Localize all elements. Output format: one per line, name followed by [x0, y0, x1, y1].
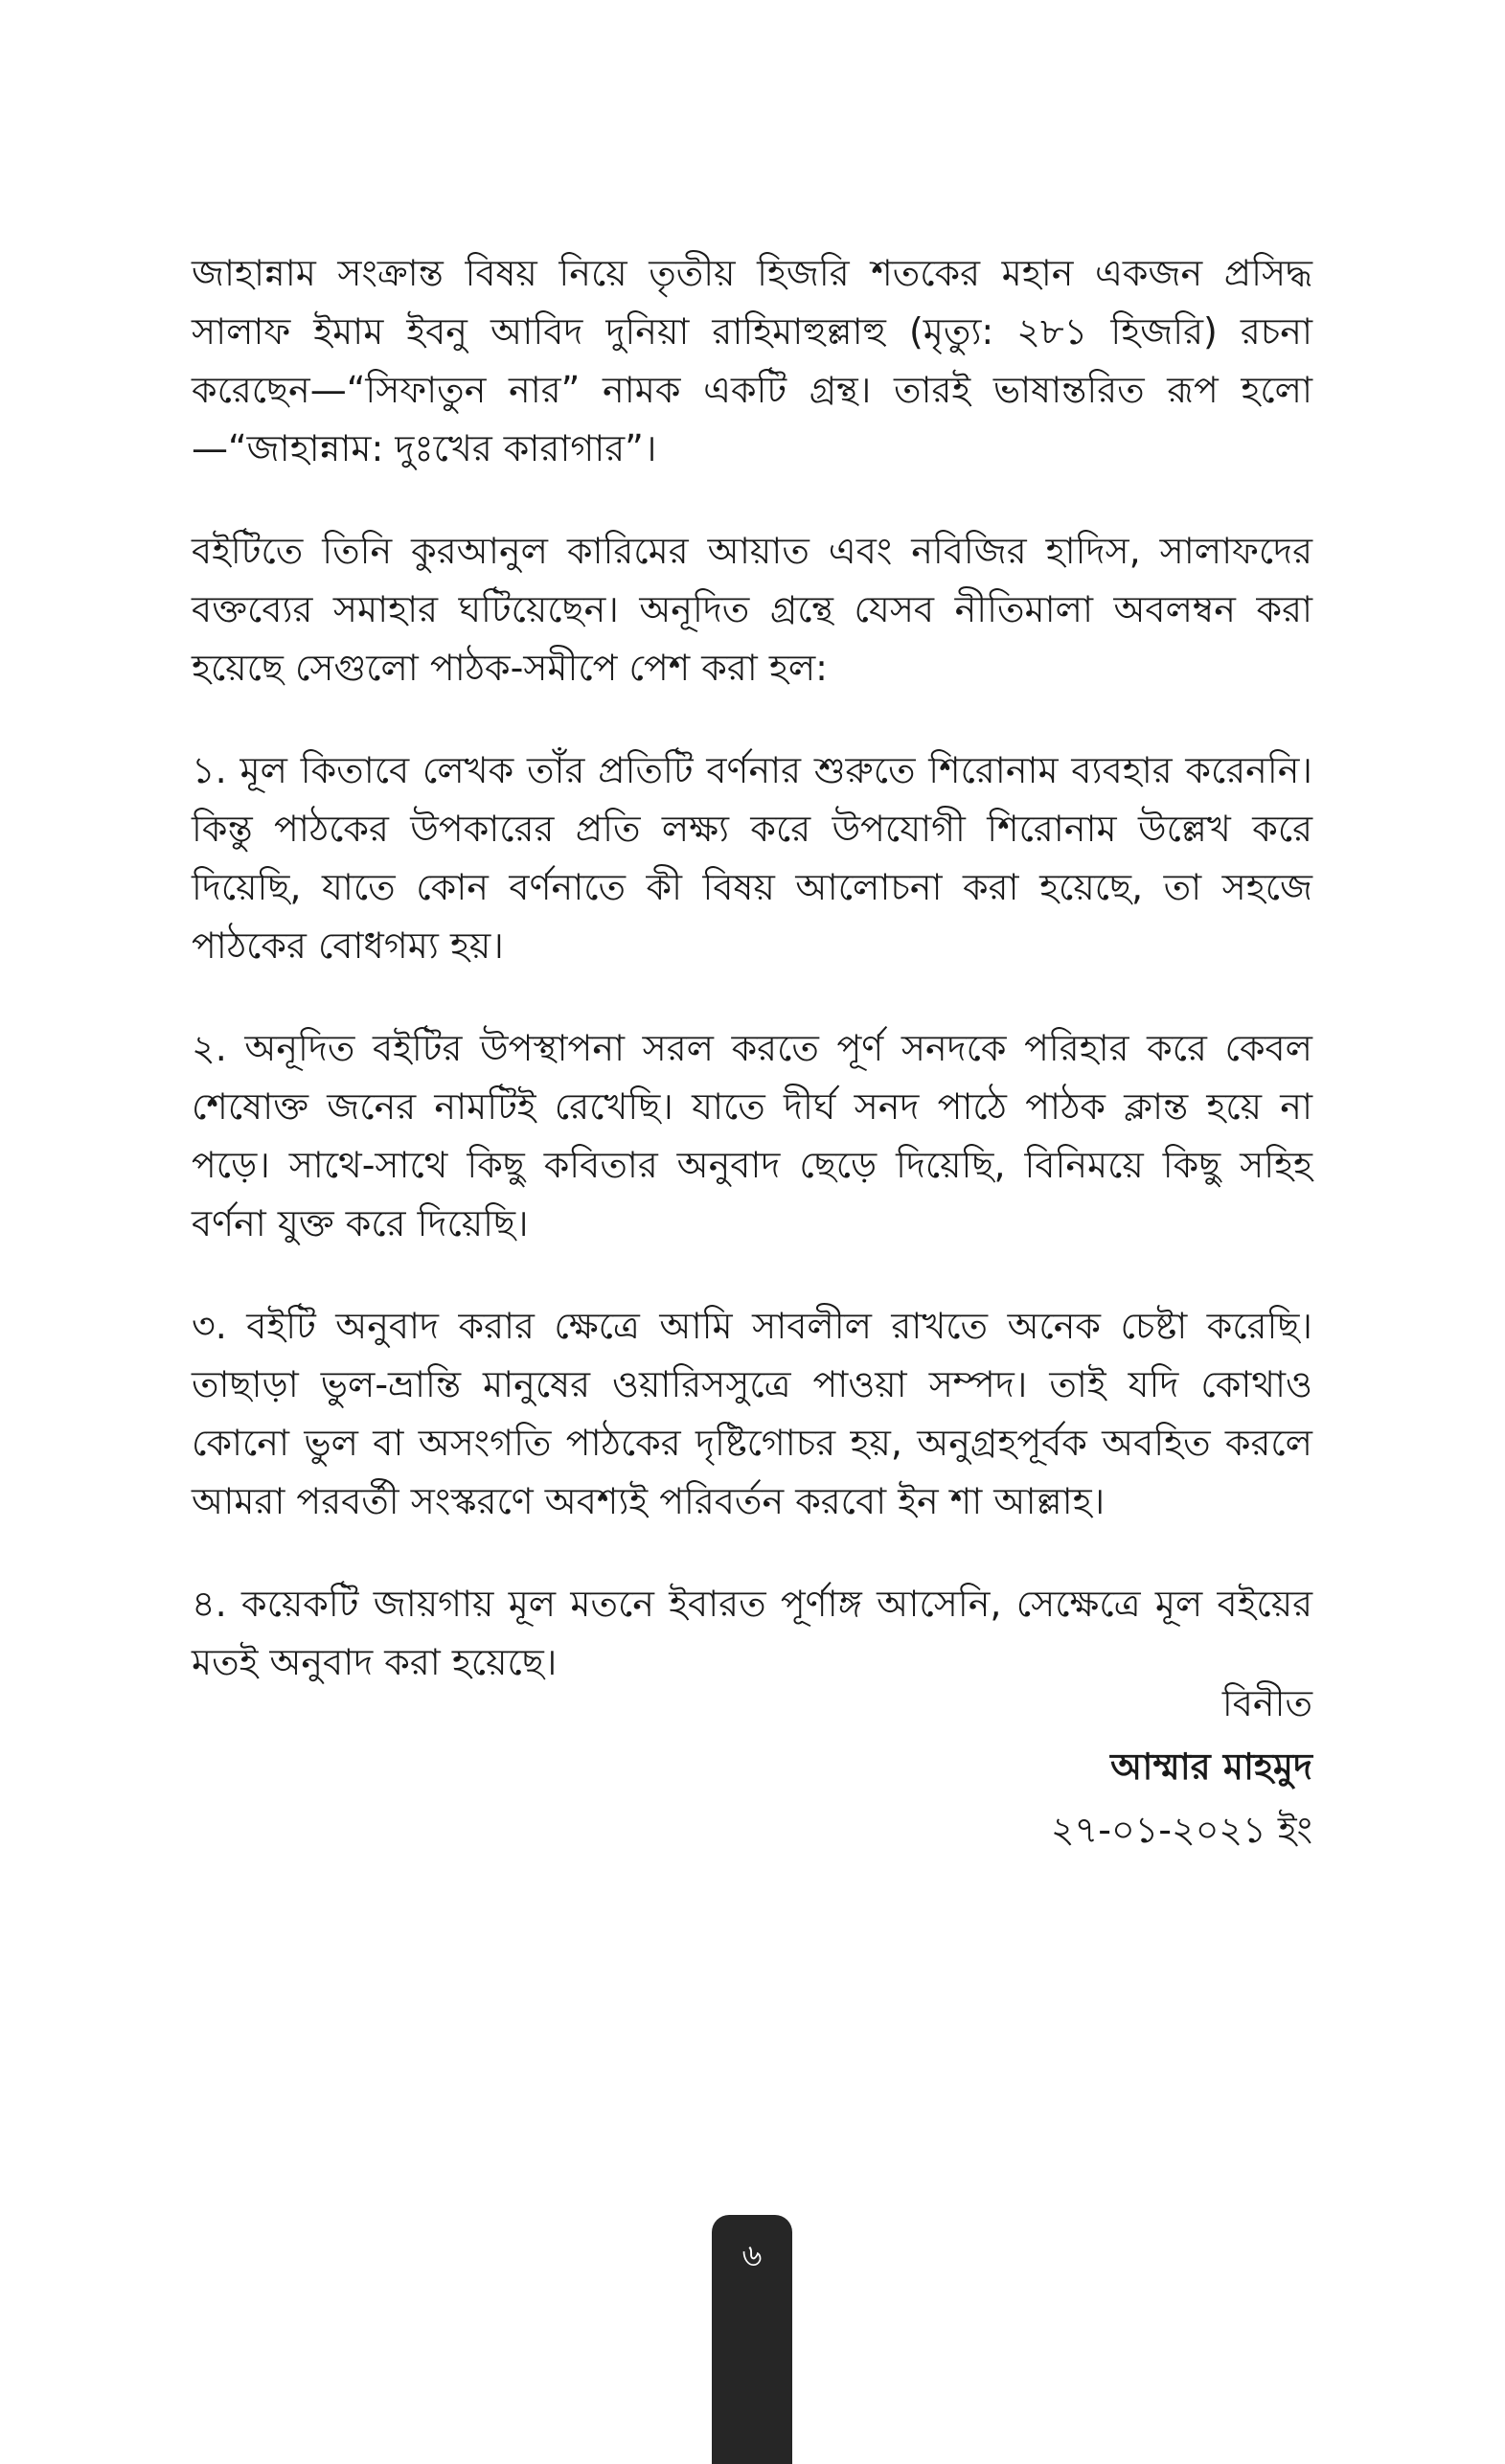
signature-closing: বিনীত	[1221, 1682, 1312, 1724]
principle-3-paragraph: ৩. বইটি অনুবাদ করার ক্ষেত্রে আমি সাবলীল রাখতে অনেক চেষ্টা করেছি। তাছাড়া ভুল-ভ্রান্তি মানুষের ওয়ারিসসুত্রে পাওয়া সম্পদ। তাই যদি কোথাও কোনো ভুল বা অসংগতি পাঠকের দৃষ্টিগোচর হয়, অনুগ্রহপূর্বক অবহিত করলে আমরা পরবর্তী সংস্করণে অবশ্যই পরিবর্তন করবো ইন শা আল্লাহ।	[192, 1305, 1312, 1522]
intro-paragraph: জাহান্নাম সংক্রান্ত বিষয় নিয়ে তৃতীয় হিজরি শতকের মহান একজন প্রসিদ্ধ সালাফ ইমাম ইবনু আবিদ দুনিয়া রাহিমাহুল্লাহু (মৃত্যু: ২৮১ হিজরি) রচনা করেছেন—“সিফাতুন নার” নামক একটি গ্রন্থ। তারই ভাষান্তরিত রূপ হলো—“জাহান্নাম: দুঃখের কারাগার”।	[192, 252, 1312, 469]
page-number-tab	[712, 2215, 792, 2464]
signature-date: ২৭-০১-২০২১ ইং	[1050, 1809, 1312, 1851]
page-number: ৬	[741, 2237, 763, 2273]
page-body	[192, 244, 1312, 1736]
principles-intro-paragraph: বইটিতে তিনি কুরআনুল কারিমের আয়াত এবং নবিজির হাদিস, সালাফদের বক্তব্যের সমাহার ঘটিয়েছেন। অনূদিত গ্রন্থে যেসব নীতিমালা অবলম্বন করা হয়েছে সেগুলো পাঠক-সমীপে পেশ করা হল:	[192, 530, 1312, 689]
principle-1-paragraph: ১. মূল কিতাবে লেখক তাঁর প্রতিটি বর্ণনার শুরুতে শিরোনাম ব্যবহার করেননি। কিন্তু পাঠকের উপকারের প্রতি লক্ষ্য করে উপযোগী শিরোনাম উল্লেখ করে দিয়েছি, যাতে কোন বর্ণনাতে কী বিষয় আলোচনা করা হয়েছে, তা সহজে পাঠকের বোধগম্য হয়।	[192, 749, 1312, 967]
signature-author: আম্মার মাহমুদ	[1110, 1745, 1312, 1788]
principle-2-paragraph: ২. অনূদিত বইটির উপস্থাপনা সরল করতে পূর্ণ সনদকে পরিহার করে কেবল শেষোক্ত জনের নামটিই রেখেছি। যাতে দীর্ঘ সনদ পাঠে পাঠক ক্লান্ত হয়ে না পড়ে। সাথে-সাথে কিছু কবিতার অনুবাদ ছেড়ে দিয়েছি, বিনিময়ে কিছু সহিহ বর্ণনা যুক্ত করে দিয়েছি।	[192, 1027, 1312, 1244]
principle-4-paragraph: ৪. কয়েকটি জায়গায় মূল মতনে ইবারত পূর্ণাঙ্গ আসেনি, সেক্ষেত্রে মূল বইয়ের মতই অনুবাদ করা হয়েছে।	[192, 1583, 1312, 1683]
signature-block	[1051, 1672, 1312, 1861]
